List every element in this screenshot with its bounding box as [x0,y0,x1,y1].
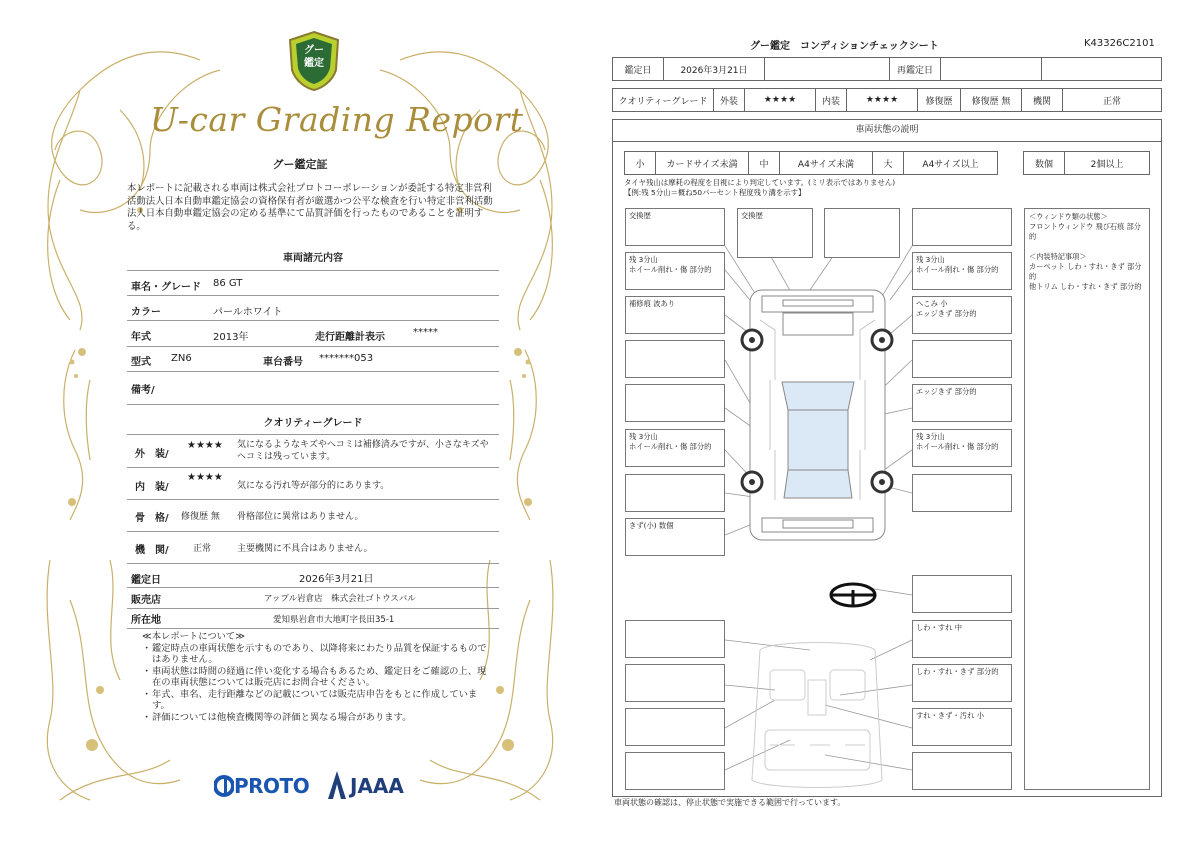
note-item: ・ 車両状態は時間の経過に伴い変化する場合もあるため、鑑定日をご確認の上、現在の車両状態については販売店にお問合せください。 [142,665,487,688]
box-front-bumper [824,208,900,258]
odometer-value: ***** [413,327,438,338]
box-right-roof-rail [912,340,1012,378]
interior-label: 内 装/ [135,482,169,493]
engine-value: 正常 [1063,89,1162,112]
repair-label: 修復歴 [918,89,961,112]
box-rear-seat-left [625,708,725,746]
certificate-title: グー鑑定証 [272,158,328,171]
tire-note-2: 【例:残 5分山＝概ね50パーセント程度残り溝を示す】 [624,188,806,197]
interior-value: ★★★★ [847,89,918,112]
interior-label: 内装 [816,89,847,112]
note-item: ・ 鑑定時点の車両状態を示すものであり、以降将来にわたり品質を保証するものではありません。 [142,642,487,665]
engine-comment: 主要機関に不具合はありません。 [237,544,373,554]
interior-grade: ★★★★ [187,472,223,483]
box-right-rear-fender [912,474,1012,512]
box-right-front-door: へこみ 小 エッジきず 部分的 [912,296,1012,334]
dealer-value: アップル岩倉店 株式会社ゴトウスバル [264,594,416,604]
legend-small-desc: カードサイズ未満 [656,152,749,175]
interior-comment: 気になる汚れ等が部分的にあります。 [237,481,390,491]
exterior-value: ★★★★ [745,89,816,112]
box-trunk-left [625,752,725,790]
condition-heading: 車両状態の説明 [612,119,1162,142]
legend-large: 大 [873,152,904,175]
exterior-label: 外装 [714,89,745,112]
name-label: 車名・グレード [131,282,201,293]
appraisal-date-row [127,564,499,588]
box-right-rear-door: エッジきず 部分的 [912,384,1012,422]
tire-note-1: タイヤ残山は摩耗の程度を目視により判定しています。(ミリ表示ではありません) [624,178,896,187]
jaaa-logo-icon [327,770,347,800]
legend-small: 小 [625,152,656,175]
engine-label: 機 関/ [135,545,169,556]
repair-value: 修復歴 無 [961,89,1022,112]
quality-label: クオリティーグレード [613,89,714,112]
goo-kantei-badge [286,30,342,92]
model-value: ZN6 [171,353,192,364]
appraisal-date-value: 2026年3月21日 [299,574,374,585]
spec-row-remarks [127,372,499,405]
box-trunk-right [912,752,1012,790]
dealer-row [127,588,499,609]
engine-grade: 正常 [193,544,212,554]
document-id: K43326C2101 [1084,38,1155,49]
badge-label: グー 鑑定 [304,45,324,69]
box-hood: 交換歴 [737,208,813,258]
box-steering [912,575,1012,613]
spec-heading: 車両諸元内容 [283,253,343,264]
color-label: カラー [131,307,161,318]
spec-row-year [127,321,499,347]
box-passenger-seat [625,664,725,702]
legend-count-desc: 2個以上 [1065,152,1150,175]
appraisal-date-label: 鑑定日 [131,575,161,586]
special-notes: ＜ウィンドウ類の状態＞ フロントウィンドウ 飛び石痕 部分的 ＜内装特記事項＞ カーペット しわ・すれ・きず 部分的 他トリム しわ・すれ・きず 部分的 [1024,208,1150,790]
spec-row-color [127,296,499,321]
box-rear-seat-right: すれ・きず・汚れ 小 [912,708,1012,746]
box-dashboard [625,620,725,658]
box-left-roof-rail [625,340,725,378]
quality-heading: クオリティーグレード [263,418,363,429]
box-rear-bumper: きず(小) 数個 [625,518,725,556]
legend-mid: 中 [749,152,780,175]
quality-row-frame [127,500,499,532]
box-left-rear-fender [625,474,725,512]
jaaa-logo-text: JAAA [350,774,404,798]
steering-wheel-icon [831,584,875,606]
quality-row-interior [127,468,499,500]
box-rear-left-tire: 残 3分山 ホイール削れ・傷 部分的 [625,429,725,467]
year-value: 2013年 [213,332,249,343]
model-label: 型式 [131,357,151,368]
box-left-front-door: 補修痕 波あり [625,296,725,334]
box-front-right-fender [912,208,1012,246]
address-value: 愛知県岩倉市大地町字長田35-1 [273,615,395,625]
name-value: 86 GT [213,278,243,289]
report-notes [142,631,492,723]
quality-row-engine [127,532,499,564]
frame-label: 骨 格/ [135,513,169,524]
condition-check-sheet [600,0,1200,848]
box-console: しわ・すれ・きず 部分的 [912,664,1012,702]
address-label: 所在地 [131,615,161,626]
chassis-label: 車台番号 [263,357,303,368]
quality-row-exterior [127,435,499,468]
note-item: ・ 評価については他検査機関等の評価と異なる場合があります。 [142,711,412,723]
proto-logo-text: PROTO [234,774,310,798]
spec-row-model [127,347,499,372]
sheet-title: グー鑑定 コンディションチェックシート [750,41,939,52]
engine-label: 機関 [1022,89,1063,112]
odometer-label: 走行距離計表示 [315,332,385,343]
legend-count: 数個 [1024,152,1065,175]
date-value: 2026年3月21日 [664,58,765,81]
box-driver-seat: しわ・すれ 中 [912,620,1012,658]
proto-logo-icon [214,774,234,798]
frame-grade: 修復歴 無 [181,512,220,522]
certificate-intro: 本レポートに記載される車両は株式会社プロトコーポレーションが委託する特定非営利活動法人日本自動車鑑定協会の資格保有者が厳選かつ公平な検査を行い特定非営利活動法人日本自動車鑑定協会の定める基準にて品質評価を行ったものであることを証明する。 [127,183,493,232]
legend-large-desc: A4サイズ以上 [904,152,998,175]
chassis-value: *******053 [319,353,374,364]
box-rear-right-tire: 残 3分山 ホイール削れ・傷 部分的 [912,429,1012,467]
report-script-title: U-car Grading Report [150,100,524,139]
dealer-label: 販売店 [131,595,161,606]
exterior-comment: 気になるようなキズやヘコミは補修済みですが、小さなキズやヘコミは残っています。 [237,440,489,462]
notes-heading: ≪本レポートについて≫ [142,631,245,642]
frame-comment: 骨格部位に異常はありません。 [237,512,364,522]
sheet-footer: 車両状態の確認は、停止状態で実施できる範囲で行っています。 [614,798,846,807]
box-front-right-tire: 残 3分山 ホイール削れ・傷 部分的 [912,252,1012,290]
year-label: 年式 [131,332,151,343]
address-row [127,609,499,629]
remarks-label: 備考/ [131,385,155,396]
box-front-left-tire: 残 3分山 ホイール削れ・傷 部分的 [625,252,725,290]
box-front-left-fender: 交換歴 [625,208,725,246]
exterior-label: 外 装/ [135,449,169,460]
color-value: パールホワイト [213,307,283,318]
spec-row-name [127,271,499,296]
redate-label: 再鑑定日 [890,58,941,81]
date-label: 鑑定日 [613,58,664,81]
note-item: ・ 年式、車名、走行距離などの記載については販売店申告をもとに作成しています。 [142,688,478,711]
legend-mid-desc: A4サイズ未満 [780,152,873,175]
box-left-rear-door [625,384,725,422]
exterior-grade: ★★★★ [187,440,223,451]
